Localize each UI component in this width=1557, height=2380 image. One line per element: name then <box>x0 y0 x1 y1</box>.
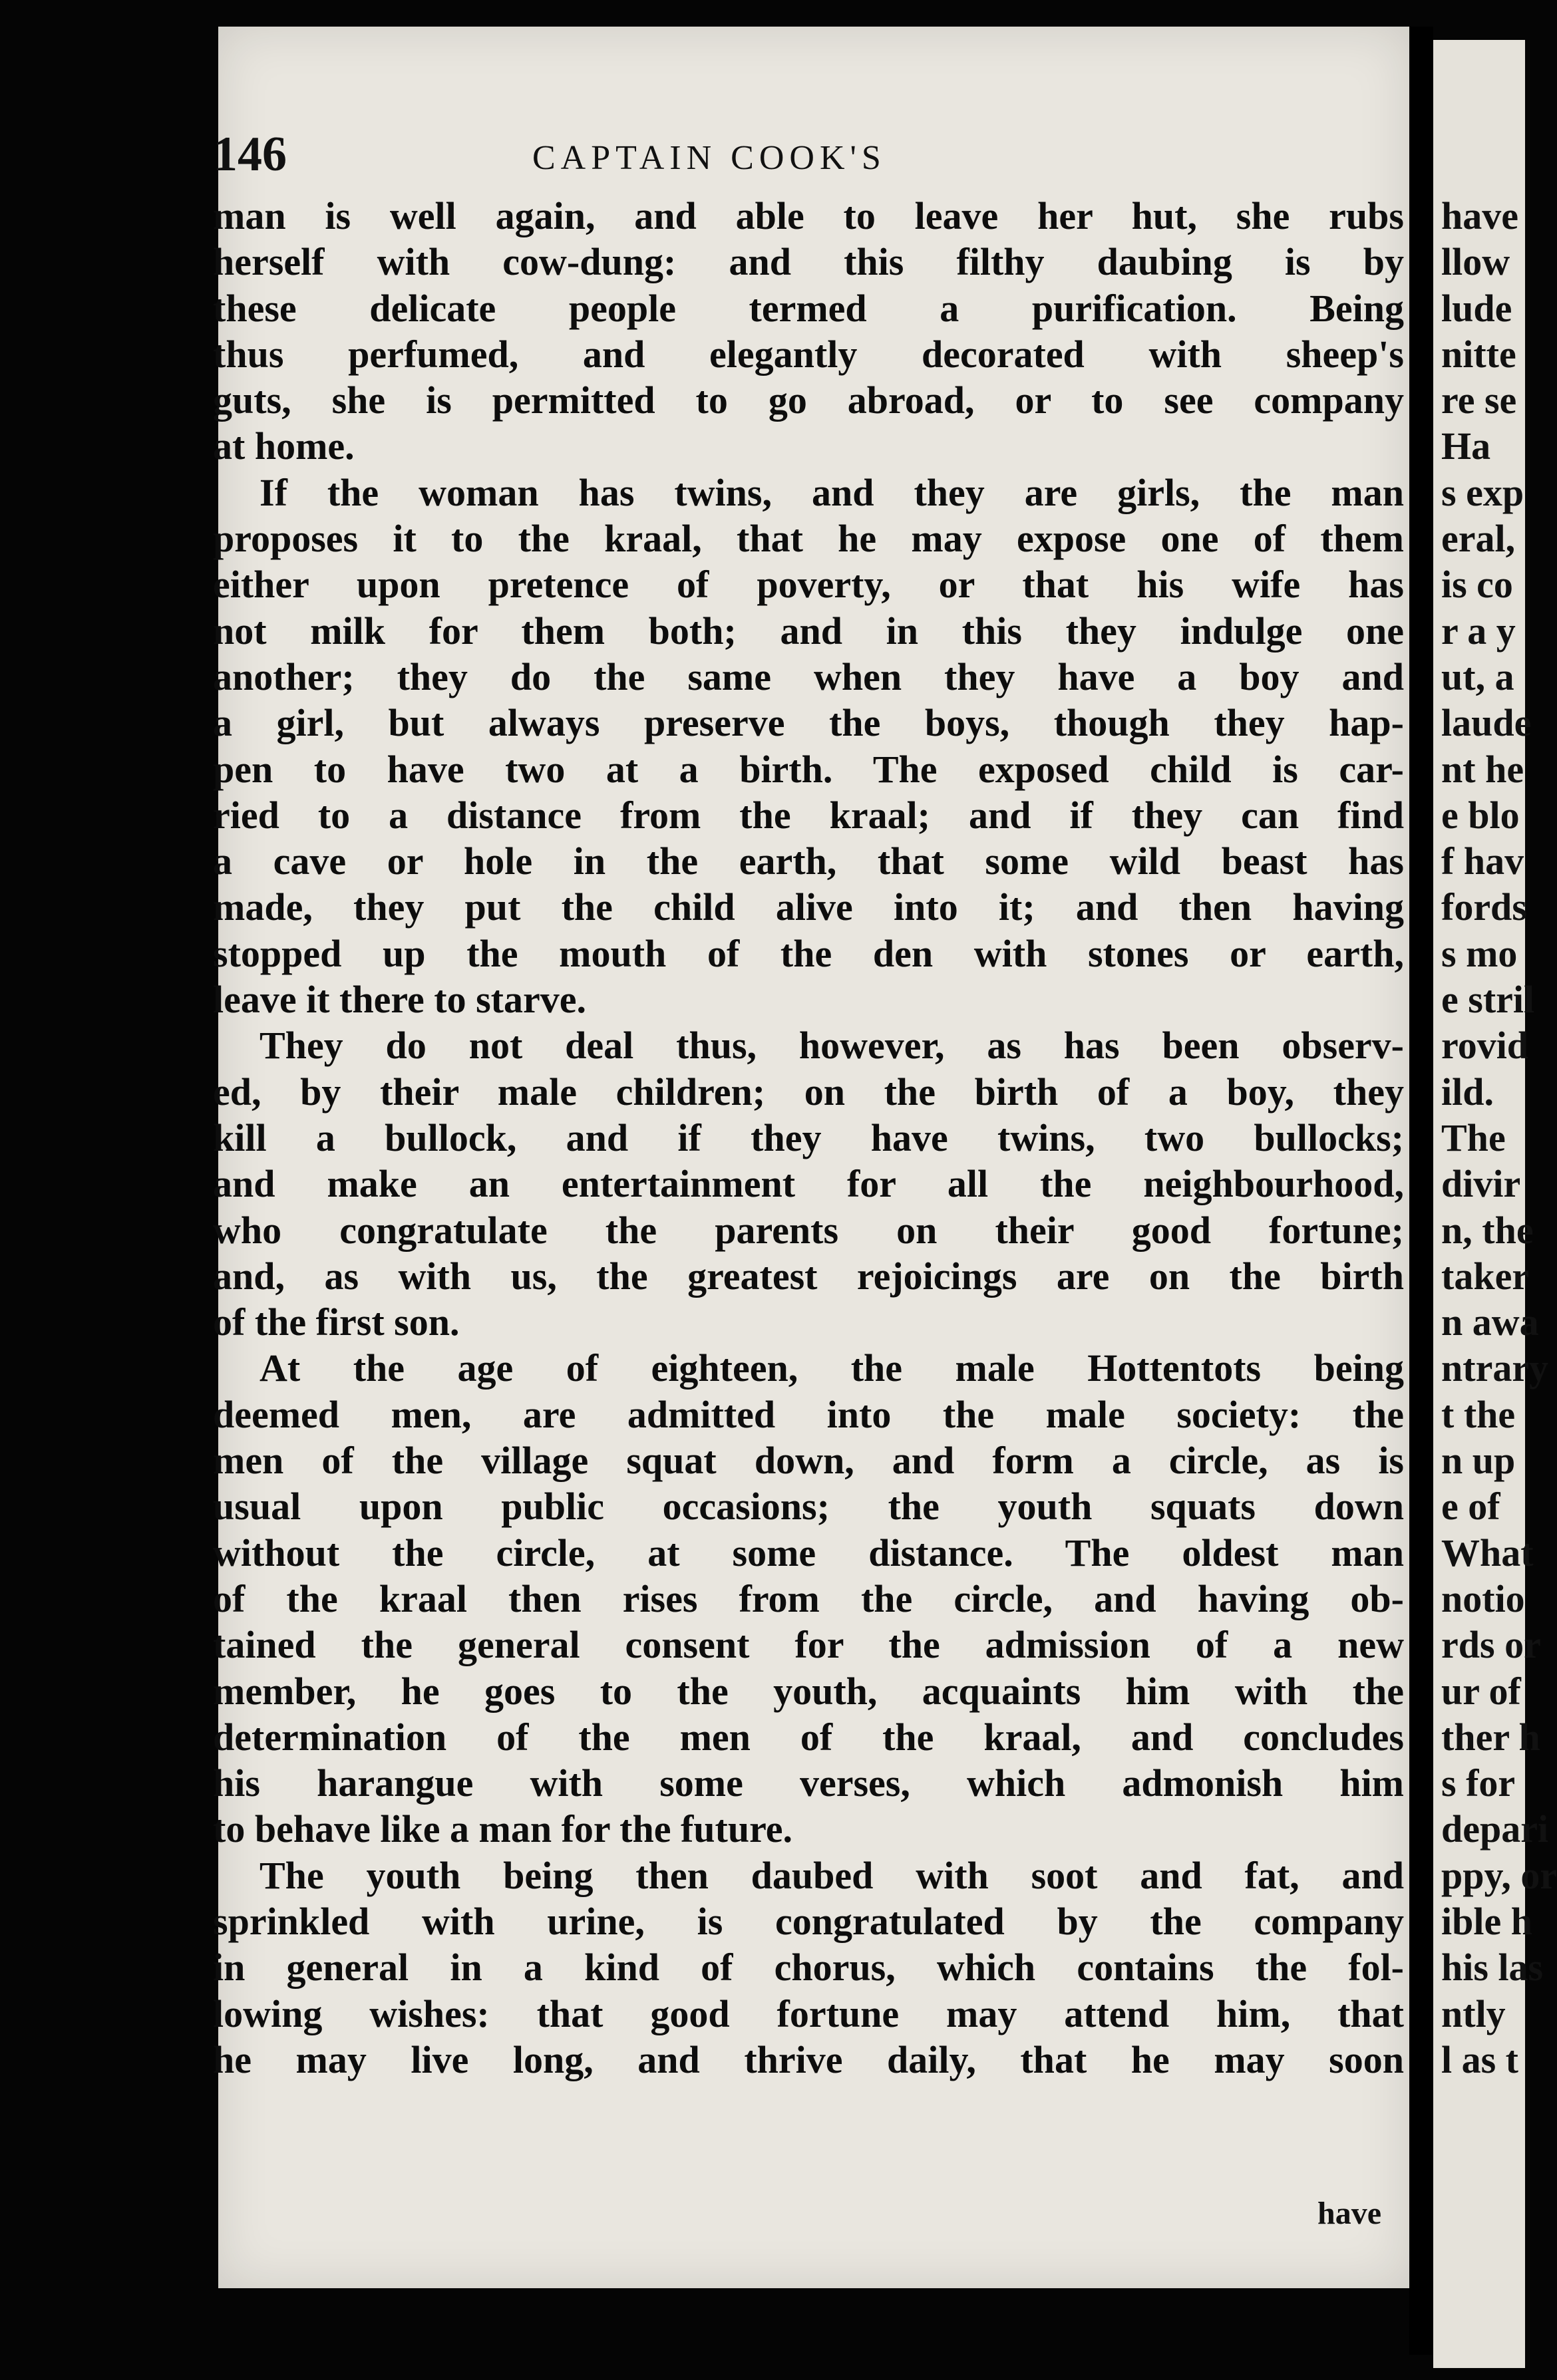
facing-page-fragment: ntly <box>1441 1992 1506 2035</box>
text-line: stopped up the mouth of the den with stones or earth, <box>213 931 1404 975</box>
text-line: men of the village squat down, and form a circle, as is <box>213 1439 1404 1483</box>
text-line: The youth being then daubed with soot and fat, and <box>260 1853 1404 1897</box>
facing-page-fragment: e blo <box>1441 793 1520 837</box>
text-line: pen to have two at a birth. The exposed child is car- <box>213 747 1404 791</box>
text-line: his harangue with some verses, which admonish him <box>213 1761 1404 1805</box>
facing-page-fragment: ntrary <box>1441 1346 1549 1390</box>
text-line: ed, by their male children; on the birth of a boy, they <box>213 1070 1404 1114</box>
facing-page-fragment: s mo <box>1441 931 1518 975</box>
page-header <box>213 113 1184 193</box>
facing-page-fragment: e stril <box>1441 978 1535 1022</box>
text-line: If the woman has twins, and they are girls, the man <box>260 470 1404 514</box>
text-line: At the age of eighteen, the male Hottentots being <box>260 1346 1404 1390</box>
text-line: and, as with us, the greatest rejoicings are on the birth <box>213 1254 1404 1298</box>
paragraph <box>213 1345 1404 1852</box>
facing-page-fragment: llow <box>1441 240 1510 284</box>
page-number: 146 <box>213 127 287 182</box>
paragraph <box>213 1022 1404 1345</box>
facing-page-fragment: s exp <box>1441 470 1524 514</box>
facing-page-fragment: taker <box>1441 1254 1530 1298</box>
facing-page-fragment: divir <box>1441 1162 1521 1206</box>
text-line: herself with cow-dung: and this filthy daubing is by <box>213 240 1404 284</box>
facing-page-fragment: s for <box>1441 1761 1516 1805</box>
facing-page-fragment: The <box>1441 1116 1506 1159</box>
facing-page-fragment: What <box>1441 1531 1534 1574</box>
facing-page-fragment: re se <box>1441 378 1517 422</box>
paragraph <box>213 193 1404 470</box>
text-line: proposes it to the kraal, that he may expose one of them <box>213 517 1404 561</box>
text-line: lowing wishes: that good fortune may attend him, that <box>213 1992 1404 2035</box>
text-line: man is well again, and able to leave her hut, she rubs <box>213 194 1404 237</box>
facing-page-fragment: ur of <box>1441 1669 1521 1713</box>
facing-page-fragment: his las <box>1441 1946 1544 1990</box>
text-line: another; they do the same when they have a boy and <box>213 655 1404 698</box>
text-line: he may live long, and thrive daily, that he may soon <box>213 2037 1404 2081</box>
facing-page-fragment: r a y <box>1441 609 1516 653</box>
facing-page-fragment: Ha <box>1441 424 1491 468</box>
facing-page-fragment: notio <box>1441 1576 1525 1620</box>
text-line: in general in a kind of chorus, which contains the fol- <box>213 1946 1404 1990</box>
facing-page-fragment: nitte <box>1441 332 1516 376</box>
text-line: and make an entertainment for all the neighbourhood, <box>213 1162 1404 1206</box>
text-line: these delicate people termed a purification. Being <box>213 286 1404 330</box>
text-line: guts, she is permitted to go abroad, or to see company <box>213 378 1404 422</box>
facing-page-fragment: eral, <box>1441 517 1516 561</box>
facing-page-fragment: ible h <box>1441 1899 1532 1943</box>
facing-page-text <box>1441 193 1557 2083</box>
facing-page-edge <box>1433 40 1557 2368</box>
facing-page-fragment: l as t <box>1441 2037 1518 2081</box>
facing-page-fragment: ild. <box>1441 1070 1494 1114</box>
facing-page-fragment: e of <box>1441 1485 1500 1529</box>
facing-page-fragment: ppy, or <box>1441 1853 1557 1897</box>
facing-page-fragment: lude <box>1441 286 1512 330</box>
facing-page-fragment: n awa <box>1441 1300 1539 1344</box>
text-line: of the kraal then rises from the circle, and having ob- <box>213 1576 1404 1620</box>
text-line: usual upon public occasions; the youth squats down <box>213 1485 1404 1529</box>
text-line: a cave or hole in the earth, that some wild beast has <box>213 839 1404 883</box>
text-line: of the first son. <box>213 1300 460 1344</box>
facing-page-fragment: t the <box>1441 1392 1516 1436</box>
text-line: at home. <box>213 424 355 468</box>
text-line: ried to a distance from the kraal; and if they can find <box>213 793 1404 837</box>
text-line: They do not deal thus, however, as has been observ- <box>260 1024 1404 1068</box>
facing-page-fragment: depari <box>1441 1807 1549 1851</box>
text-line: to behave like a man for the future. <box>213 1807 793 1851</box>
text-line: a girl, but always preserve the boys, though they hap- <box>213 701 1404 745</box>
facing-page-fragment: laude <box>1441 701 1532 745</box>
facing-page-fragment: n, the <box>1441 1208 1534 1252</box>
body-text <box>213 193 1404 2083</box>
text-line: determination of the men of the kraal, and concludes <box>213 1715 1404 1759</box>
text-line: leave it there to starve. <box>213 978 586 1022</box>
facing-page-fragment: is co <box>1441 563 1513 607</box>
text-line: thus perfumed, and elegantly decorated with sheep's <box>213 332 1404 376</box>
facing-page-fragment: f hav <box>1441 839 1524 883</box>
text-line: tained the general consent for the admission of a new <box>213 1623 1404 1667</box>
facing-page-fragment: ther h <box>1441 1715 1540 1759</box>
facing-page-fragment: have <box>1441 194 1518 237</box>
book-gutter <box>1409 27 1433 2355</box>
facing-page-fragment: nt he <box>1441 747 1524 791</box>
facing-page-fragment: fords <box>1441 885 1527 929</box>
text-line: kill a bullock, and if they have twins, two bullocks; <box>213 1116 1404 1159</box>
facing-page-fragment: rovid <box>1441 1024 1529 1068</box>
facing-page-fragment: n up <box>1441 1439 1516 1483</box>
text-line: made, they put the child alive into it; and then having <box>213 885 1404 929</box>
text-line: not milk for them both; and in this they indulge one <box>213 609 1404 653</box>
running-head: CAPTAIN COOK'S <box>532 139 886 177</box>
text-line: without the circle, at some distance. The oldest man <box>213 1531 1404 1574</box>
text-line: deemed men, are admitted into the male society: the <box>213 1392 1404 1436</box>
facing-page-fragment: rds or <box>1441 1623 1541 1667</box>
text-line: sprinkled with urine, is congratulated by the company <box>213 1899 1404 1943</box>
text-line: who congratulate the parents on their good fortune; <box>213 1208 1404 1252</box>
paragraph <box>213 470 1404 1023</box>
text-line: member, he goes to the youth, acquaints him with the <box>213 1669 1404 1713</box>
paragraph <box>213 1853 1404 2083</box>
facing-page-fragment: ut, a <box>1441 655 1514 698</box>
catchword: have <box>1317 2196 1381 2231</box>
text-line: either upon pretence of poverty, or that his wife has <box>213 563 1404 607</box>
